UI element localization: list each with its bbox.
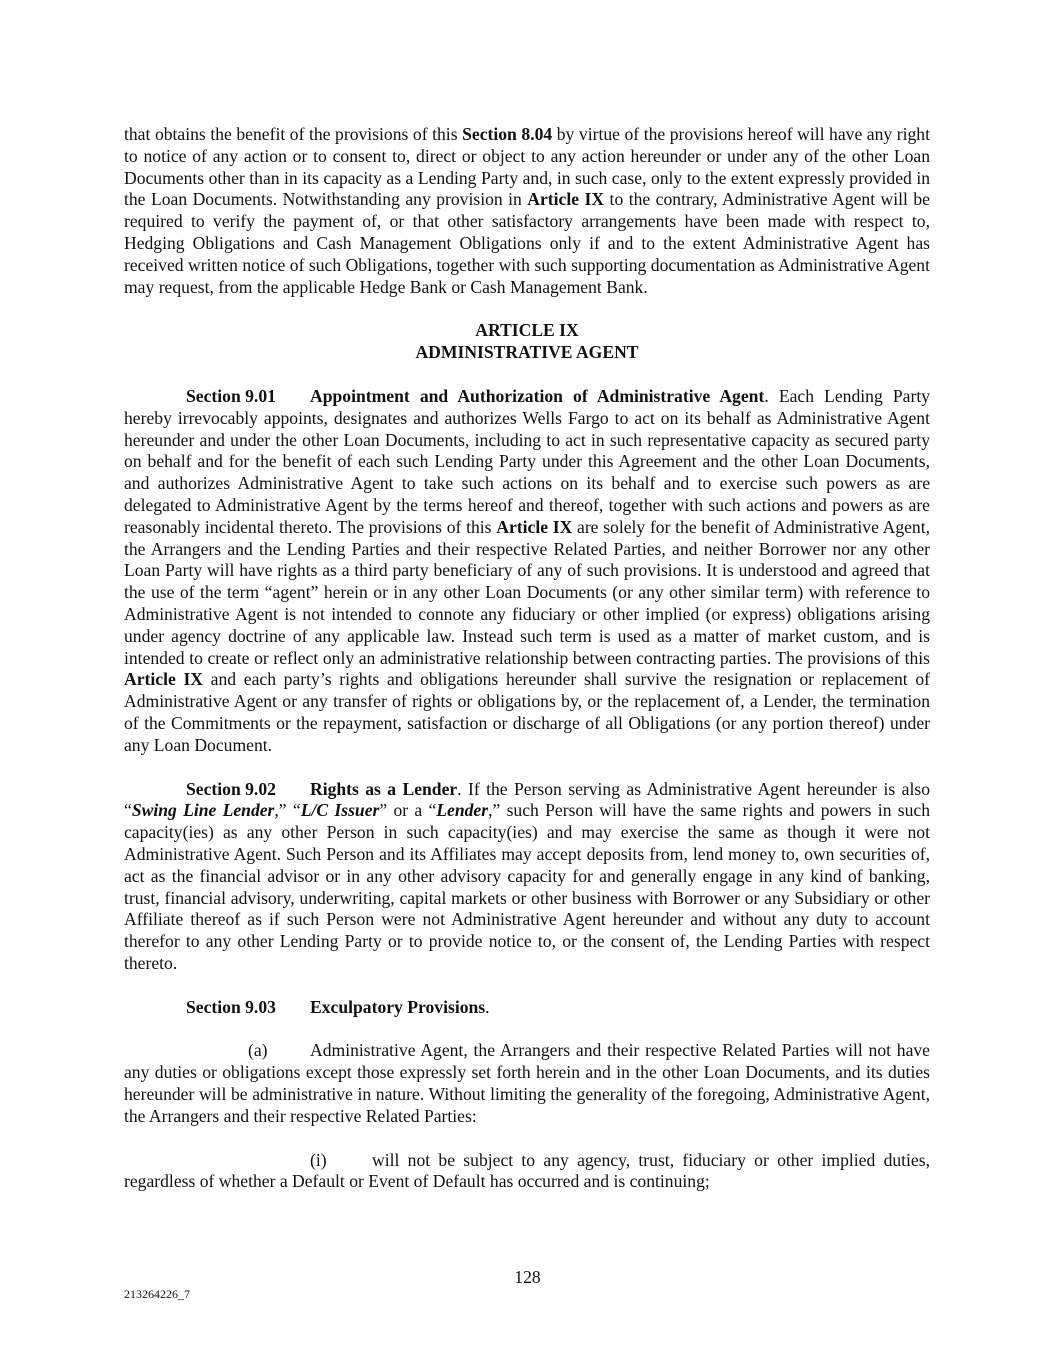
clause-label: (i) [310,1149,327,1170]
section-9-03-heading: Section 9.03 Exculpatory Provisions. [186,996,490,1017]
page-number: 128 [514,1267,541,1287]
section-number: Section 9.01 [186,385,276,406]
article-title: ADMINISTRATIVE AGENT [415,342,639,363]
article-heading [124,320,930,364]
article-number: ARTICLE IX [475,320,579,341]
document-id: 213264226_7 [124,1287,190,1301]
clause-label: (a) [248,1040,268,1061]
section-title: Exculpatory Provisions [310,996,486,1017]
clause-a: (a) Administrative Agent, the Arrangers and their respective Related Parties will not have any duties or obligations except those expressly set forth herein and in the other Loan Documents, and its duties hereunder will be administrative in nature. Without limiting the generality of the foregoing, Administrative Agent, the Arrangers and their respective Related Parties: [124,1040,930,1126]
section-title: Rights as a Lender [310,778,458,799]
section-number: Section 9.03 [186,996,276,1017]
clause-i: (i) will not be subject to any agency, trust, fiduciary or other implied duties, regardless of whether a Default or Event of Default has occurred and is continuing; [124,1149,930,1192]
section-9-01: Section 9.01 Appointment and Authorization of Administrative Agent. Each Lending Party hereby irrevocably appoints, designates and authorizes Wells Fargo to act on its behalf as Administrative Agent hereunder and under the other Loan Documents, including to act in such representative capacity as secured party on behalf and for the benefit of each such Lending Party under this Agreement and the other Loan Documents, and authorizes Administrative Agent to take such actions on its behalf and to exercise such powers as are delegated to Administrative Agent by the terms hereof and thereof, together with such actions and powers as are reasonably incidental thereto. The provisions of this Article IX are solely for the benefit of Administrative Agent, the Arrangers and the Lending Parties and their respective Related Parties, and neither Borrower nor any other Loan Party will have rights as a third party beneficiary of any of such provisions. It is understood and agreed that the use of the term “agent” herein or in any other Loan Documents (or any other similar term) with reference to Administrative Agent is not intended to connote any fiduciary or other implied (or express) obligations arising under agency doctrine of any applicable law. Instead such term is used as a matter of market custom, and is intended to create or reflect only an administrative relationship between contracting parties. The provisions of this Article IX and each party’s rights and obligations hereunder shall survive the resignation or replacement of Administrative Agent or any transfer of rights or obligations by, or the replacement of, a Lender, the termination of the Commitments or the repayment, satisfaction or discharge of all Obligations (or any portion thereof) under any Loan Document. [124,385,931,755]
section-number: Section 9.02 [186,778,276,799]
document-body [124,124,930,1215]
section-title: Appointment and Authorization of Administrative Agent [310,385,765,406]
continuation-paragraph: that obtains the benefit of the provisions of this Section 8.04 by virtue of the provisions hereof will have any right to notice of any action or to consent to, direct or object to any action hereunder or under any of the other Loan Documents other than in its capacity as a Lending Party and, in such case, only to the extent expressly provided in the Loan Documents. Notwithstanding any provision in Article IX to the contrary, Administrative Agent will be required to verify the payment of, or that other satisfactory arrangements have been made with respect to, Hedging Obligations and Cash Management Obligations only if and to the extent Administrative Agent has received written notice of such Obligations, together with such supporting documentation as Administrative Agent may request, from the applicable Hedge Bank or Cash Management Bank. [124,124,930,297]
section-9-02: Section 9.02 Rights as a Lender. If the Person serving as Administrative Agent hereunder is also “Swing Line Lender,” “L/C Issuer” or a “Lender,” such Person will have the same rights and powers in such capacity(ies) as any other Person in such capacity(ies) and may exercise the same as though it were not Administrative Agent. Such Person and its Affiliates may accept deposits from, lend money to, own securities of, act as the financial advisor or in any other advisory capacity for and generally engage in any kind of banking, trust, financial advisory, underwriting, capital markets or other business with Borrower or any Subsidiary or other Affiliate thereof as if such Person were not Administrative Agent hereunder and without any duty to account therefor to any other Lending Party or to provide notice to, or the consent of, the Lending Parties with respect thereto. [124,778,931,973]
